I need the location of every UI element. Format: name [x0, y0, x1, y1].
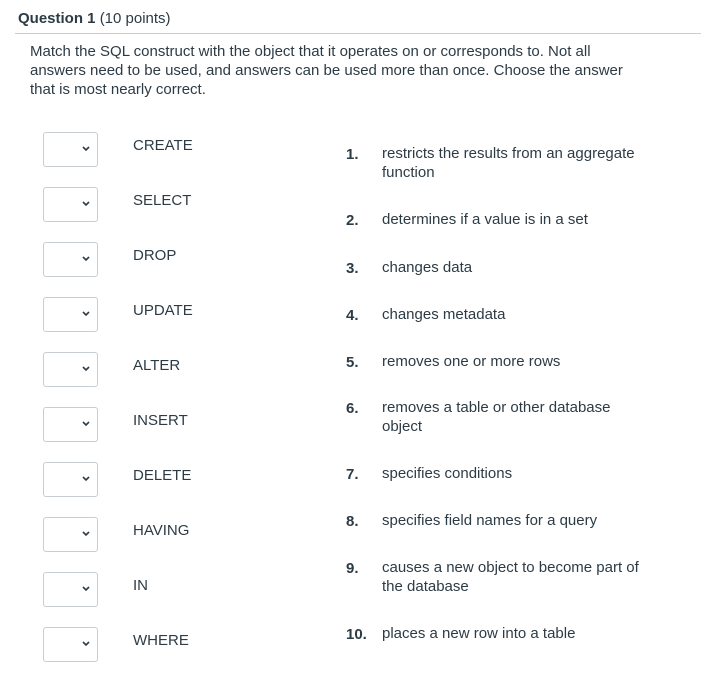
- answer-number: 2.: [346, 212, 359, 229]
- answer-text: specifies field names for a query: [382, 512, 598, 529]
- term-label: DROP: [133, 247, 177, 264]
- answer-number: 3.: [346, 260, 359, 277]
- term-label: CREATE: [133, 137, 193, 154]
- chevron-down-icon: [79, 471, 93, 487]
- term-label: WHERE: [133, 632, 189, 649]
- match-select-8[interactable]: [43, 517, 98, 552]
- question-title: Question 1: [18, 10, 96, 27]
- answer-text: determines if a value is in a set: [382, 211, 588, 228]
- term-label: HAVING: [133, 522, 190, 539]
- term-label: UPDATE: [133, 302, 193, 319]
- header-divider: [15, 33, 701, 34]
- chevron-down-icon: [79, 526, 93, 542]
- match-select-6[interactable]: [43, 407, 98, 442]
- chevron-down-icon: [79, 416, 93, 432]
- chevron-down-icon: [79, 196, 93, 212]
- chevron-down-icon: [79, 141, 93, 157]
- answer-number: 1.: [346, 146, 359, 163]
- match-select-2[interactable]: [43, 187, 98, 222]
- answer-text: removes a table or other database object: [382, 399, 611, 435]
- answer-number: 5.: [346, 354, 359, 371]
- match-select-1[interactable]: [43, 132, 98, 167]
- term-label: INSERT: [133, 412, 188, 429]
- answer-number: 8.: [346, 513, 359, 530]
- term-label: IN: [133, 577, 148, 594]
- chevron-down-icon: [79, 306, 93, 322]
- answer-number: 4.: [346, 307, 359, 324]
- term-label: SELECT: [133, 192, 192, 209]
- term-label: DELETE: [133, 467, 192, 484]
- answer-text: causes a new object to become part of the database: [382, 559, 639, 595]
- term-label: ALTER: [133, 357, 181, 374]
- match-select-9[interactable]: [43, 572, 98, 607]
- match-select-4[interactable]: [43, 297, 98, 332]
- match-select-5[interactable]: [43, 352, 98, 387]
- answer-number: 9.: [346, 560, 359, 577]
- answer-number: 7.: [346, 466, 359, 483]
- answer-number: 6.: [346, 400, 359, 417]
- answer-text: changes data: [382, 259, 473, 276]
- match-select-7[interactable]: [43, 462, 98, 497]
- question-header: [18, 10, 171, 27]
- answer-number: 10.: [346, 626, 367, 643]
- match-select-3[interactable]: [43, 242, 98, 277]
- chevron-down-icon: [79, 636, 93, 652]
- answer-text: removes one or more rows: [382, 353, 561, 370]
- chevron-down-icon: [79, 361, 93, 377]
- question-points: (10 points): [99, 10, 171, 27]
- answer-text: specifies conditions: [382, 465, 513, 482]
- answer-text: places a new row into a table: [382, 625, 576, 642]
- chevron-down-icon: [79, 251, 93, 267]
- answer-text: changes metadata: [382, 306, 506, 323]
- match-select-10[interactable]: [43, 627, 98, 662]
- chevron-down-icon: [79, 581, 93, 597]
- question-prompt: Match the SQL construct with the object that it operates on or corresponds to. Not all answers need to be used, and answers can be used more than once. Choose the answer that is most nearly correct.: [30, 43, 623, 98]
- answer-text: restricts the results from an aggregate function: [382, 145, 635, 181]
